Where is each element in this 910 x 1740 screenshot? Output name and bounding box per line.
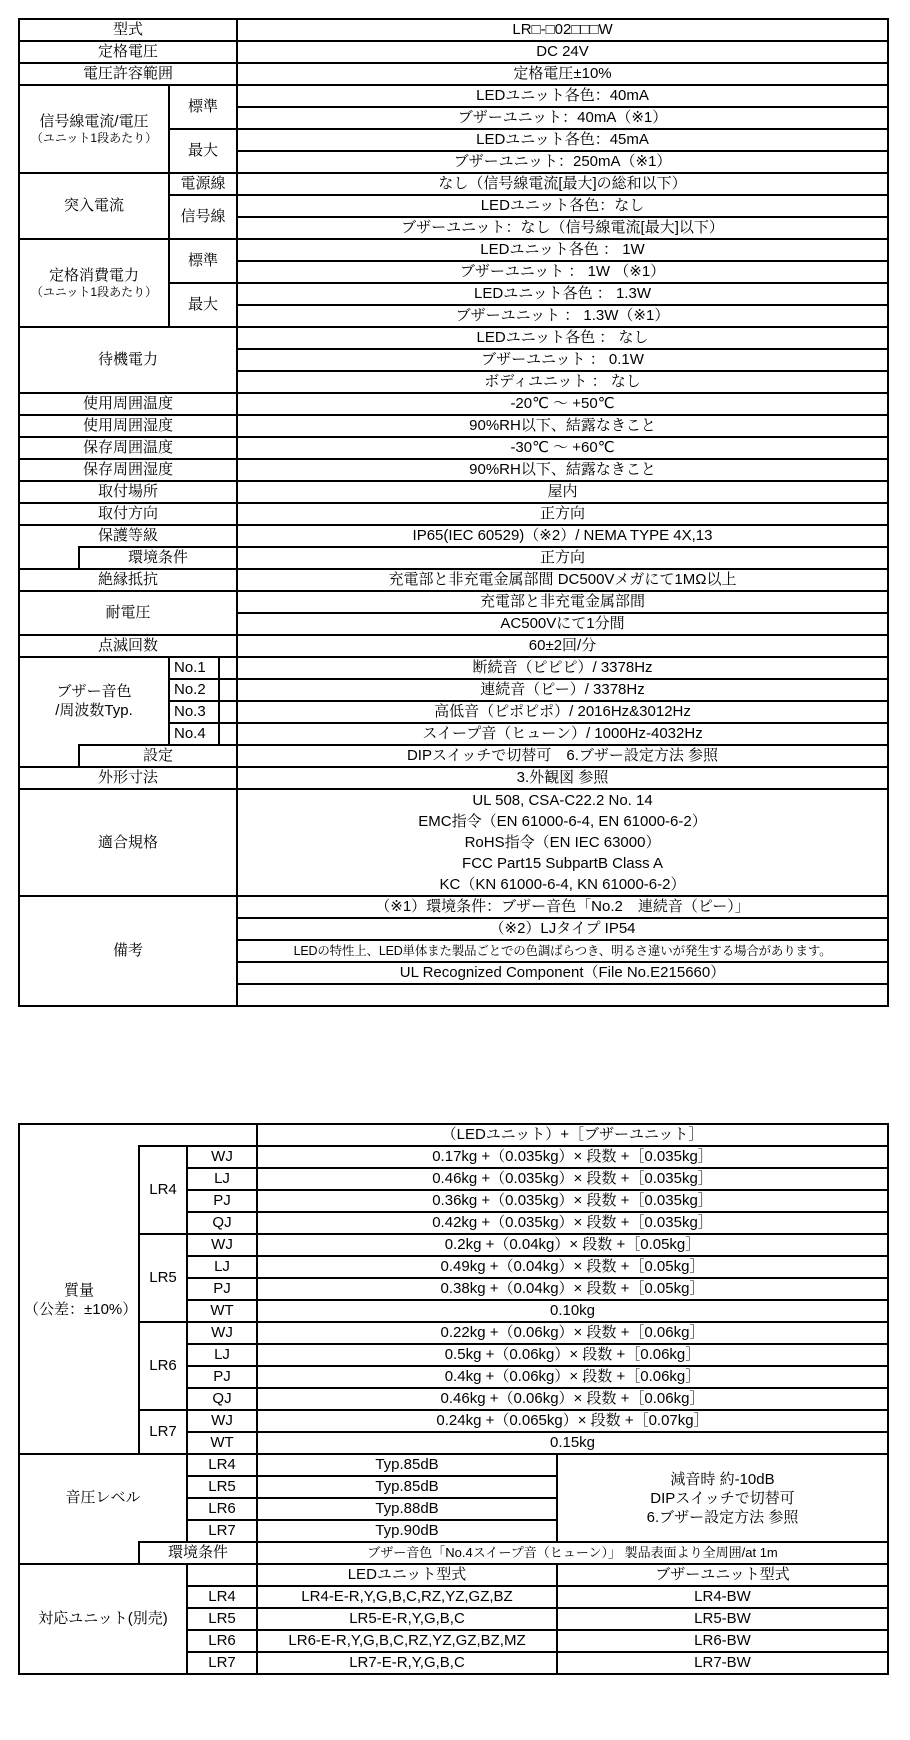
standard-item: KC（KN 61000-6-4, KN 61000-6-2） (237, 874, 888, 896)
tone-no: No.2 (170, 680, 220, 700)
st-temp-value: -30℃ ～ +60℃ (237, 437, 888, 459)
compat-model: LR7 (187, 1652, 257, 1674)
buzzer-tone-label (19, 657, 169, 745)
mass-type: QJ (187, 1212, 257, 1234)
mass-value: 0.17kg +（0.035kg）× 段数 +［0.035kg］ (257, 1146, 888, 1168)
sound-value: Typ.85dB (257, 1476, 557, 1498)
sound-env-label: 環境条件 (139, 1542, 257, 1564)
mass-value: 0.22kg +（0.06kg）× 段数 +［0.06kg］ (257, 1322, 888, 1344)
sound-note-line: 6.ブザー設定方法 参照 (646, 1508, 799, 1526)
inrush-signal-led: LEDユニット各色：なし (237, 195, 888, 217)
compat-led: LR6-E-R,Y,G,B,C,RZ,YZ,GZ,BZ,MZ (257, 1630, 557, 1652)
sound-note-line: DIPスイッチで切替可 (650, 1489, 795, 1507)
mass-type: WJ (187, 1322, 257, 1344)
mass-model: LR4 (139, 1146, 187, 1234)
mass-type: WT (187, 1300, 257, 1322)
standard-item: FCC Part15 SubpartB Class A (237, 853, 888, 874)
standards-label: 適合規格 (19, 789, 237, 896)
mass-value: 0.24kg +（0.065kg）× 段数 +［0.07kg］ (257, 1410, 888, 1432)
buzzer-setting-label: 設定 (79, 745, 237, 767)
pc-standard-led: LEDユニット各色 ： 1W (237, 239, 888, 261)
pc-max-label: 最大 (169, 283, 237, 327)
mass-type: PJ (187, 1190, 257, 1212)
mass-value: 0.38kg +（0.04kg）× 段数 +［0.05kg］ (257, 1278, 888, 1300)
compat-led-header: LEDユニット型式 (257, 1564, 557, 1586)
power-consumption-label (19, 239, 169, 327)
signal-max-label: 最大 (169, 129, 237, 173)
mass-value: 0.4kg +（0.06kg）× 段数 +［0.06kg］ (257, 1366, 888, 1388)
buzzer-setting-gap (19, 745, 79, 767)
signal-standard-label: 標準 (169, 85, 237, 129)
voltage-range-label: 電圧許容範囲 (19, 63, 237, 85)
pc-max-led: LEDユニット各色 ： 1.3W (237, 283, 888, 305)
inrush-power-label: 電源線 (169, 173, 237, 195)
inrush-signal-label: 信号線 (169, 195, 237, 239)
remark-item: LEDの特性上、LED単体また製品ごとでの色調ばらつき、明るさ違いが発生する場合があります。 (237, 940, 888, 962)
compat-led: LR7-E-R,Y,G,B,C (257, 1652, 557, 1674)
op-temp-label: 使用周囲温度 (19, 393, 237, 415)
pc-max-buzzer: ブザーユニット ： 1.3W（※1） (237, 305, 888, 327)
dimensions-value: 3.外観図 参照 (237, 767, 888, 789)
standby-buzzer: ブザーユニット ： 0.1W (237, 349, 888, 371)
mass-type: LJ (187, 1168, 257, 1190)
voltage-range-value: 定格電圧±10% (237, 63, 888, 85)
signal-standard-led: LEDユニット各色：40mA (237, 85, 888, 107)
sound-value: Typ.88dB (257, 1498, 557, 1520)
tone-cell-2 (169, 679, 237, 701)
rated-voltage-value: DC 24V (237, 41, 888, 63)
op-humidity-value: 90%RH以下、結露なきこと (237, 415, 888, 437)
standby-body: ボディユニット ： なし (237, 371, 888, 393)
mass-type: WJ (187, 1410, 257, 1432)
sound-value: Typ.85dB (257, 1454, 557, 1476)
sound-note-line: 減音時 約-10dB (670, 1470, 775, 1488)
sound-model: LR7 (187, 1520, 257, 1542)
tone-cell-1 (169, 657, 237, 679)
direction-value: 正方向 (237, 503, 888, 525)
compat-model: LR4 (187, 1586, 257, 1608)
mass-value: 0.46kg +（0.06kg）× 段数 +［0.06kg］ (257, 1388, 888, 1410)
remark-item: （※2）LJタイプ IP54 (237, 918, 888, 940)
remarks-label: 備考 (19, 896, 237, 1006)
mass-header: （LEDユニット）+［ブザーユニット］ (257, 1124, 888, 1146)
compat-buzzer: LR6-BW (557, 1630, 888, 1652)
model-value: LR□-□02□□□W (237, 19, 888, 41)
insulation-label: 絶縁抵抗 (19, 569, 237, 591)
op-humidity-label: 使用周囲湿度 (19, 415, 237, 437)
standard-item: RoHS指令（EN IEC 63000） (237, 832, 888, 853)
mass-model: LR7 (139, 1410, 187, 1454)
blink-label: 点滅回数 (19, 635, 237, 657)
buzzer-setting-value: DIPスイッチで切替可 6.ブザー設定方法 参照 (237, 745, 888, 767)
standard-item: EMC指令（EN 61000-6-4, EN 61000-6-2） (237, 811, 888, 832)
compat-buzzer: LR4-BW (557, 1586, 888, 1608)
tone-cell-4 (169, 723, 237, 745)
remark-item: （※1）環境条件：ブザー音色「No.2 連続音（ピー）」 (237, 896, 888, 918)
standby-label: 待機電力 (19, 327, 237, 393)
withstand-line1: 充電部と非充電金属部間 (237, 591, 888, 613)
sound-value: Typ.90dB (257, 1520, 557, 1542)
sound-model: LR5 (187, 1476, 257, 1498)
mass-type: WJ (187, 1234, 257, 1256)
withstand-label: 耐電圧 (19, 591, 237, 635)
mass-label (19, 1146, 139, 1454)
mass-value: 0.5kg +（0.06kg）× 段数 +［0.06kg］ (257, 1344, 888, 1366)
compat-led: LR5-E-R,Y,G,B,C (257, 1608, 557, 1630)
buzzer-tone-freq: /周波数Typ. (55, 702, 133, 719)
remark-item: UL Recognized Component（File No.E215660） (237, 962, 888, 984)
pc-standard-label: 標準 (169, 239, 237, 283)
compat-buzzer-header: ブザーユニット型式 (557, 1564, 888, 1586)
buzzer-tone-title: ブザー音色 (56, 683, 132, 700)
tone-desc: 連続音（ピー）/ 3378Hz (237, 679, 888, 701)
mass-type: WJ (187, 1146, 257, 1168)
inrush-signal-buzzer: ブザーユニット：なし（信号線電流[最大]以下） (237, 217, 888, 239)
mass-type: QJ (187, 1388, 257, 1410)
model-label: 型式 (19, 19, 237, 41)
protection-gap (19, 547, 79, 569)
sound-model: LR4 (187, 1454, 257, 1476)
mass-header-blank (19, 1124, 257, 1146)
tone-cell-3 (169, 701, 237, 723)
insulation-value: 充電部と非充電金属部間 DC500Vメガにて1MΩ以上 (237, 569, 888, 591)
tone-desc: スイープ音（ヒューン）/ 1000Hz-4032Hz (237, 723, 888, 745)
mass-type: PJ (187, 1366, 257, 1388)
mass-sub: （公差：±10%） (24, 1300, 138, 1318)
mass-table (18, 1123, 889, 1675)
signal-max-led: LEDユニット各色：45mA (237, 129, 888, 151)
compat-buzzer: LR7-BW (557, 1652, 888, 1674)
sound-env-value: ブザー音色「No.4スイープ音（ヒューン）」 製品表面より全周囲/at 1m (257, 1542, 888, 1564)
blink-value: 60±2回/分 (237, 635, 888, 657)
mass-type: LJ (187, 1344, 257, 1366)
tone-no: No.1 (170, 658, 220, 678)
rated-voltage-label: 定格電圧 (19, 41, 237, 63)
mass-model: LR6 (139, 1322, 187, 1410)
inrush-power-value: なし（信号線電流[最大]の総和以下） (237, 173, 888, 195)
env-cond-label: 環境条件 (79, 547, 237, 569)
compat-header-blank (187, 1564, 257, 1586)
compat-label: 対応ユニット(別売) (19, 1564, 187, 1674)
remark-empty (237, 984, 888, 1006)
st-humidity-value: 90%RH以下、結露なきこと (237, 459, 888, 481)
mass-value: 0.49kg +（0.04kg）× 段数 +［0.05kg］ (257, 1256, 888, 1278)
inrush-label: 突入電流 (19, 173, 169, 239)
compat-buzzer: LR5-BW (557, 1608, 888, 1630)
st-temp-label: 保存周囲温度 (19, 437, 237, 459)
mass-type: LJ (187, 1256, 257, 1278)
location-label: 取付場所 (19, 481, 237, 503)
mass-value: 0.36kg +（0.035kg）× 段数 +［0.035kg］ (257, 1190, 888, 1212)
mass-type: WT (187, 1432, 257, 1454)
signal-max-buzzer: ブザーユニット：250mA（※1） (237, 151, 888, 173)
power-consumption-title: 定格消費電力 (48, 267, 139, 284)
signal-current-sub: （ユニット1段あたり） (30, 131, 158, 145)
compat-led: LR4-E-R,Y,G,B,C,RZ,YZ,GZ,BZ (257, 1586, 557, 1608)
tone-desc: 高低音（ピポピポ）/ 2016Hz&3012Hz (237, 701, 888, 723)
sound-model: LR6 (187, 1498, 257, 1520)
signal-current-label (19, 85, 169, 173)
pc-standard-buzzer: ブザーユニット ： 1W （※1） (237, 261, 888, 283)
sound-env-gap (19, 1542, 139, 1564)
mass-value: 0.10kg (257, 1300, 888, 1322)
signal-standard-buzzer: ブザーユニット：40mA（※1） (237, 107, 888, 129)
standby-led: LEDユニット各色 ： なし (237, 327, 888, 349)
compat-model: LR5 (187, 1608, 257, 1630)
tone-desc: 断続音（ピピピ）/ 3378Hz (237, 657, 888, 679)
st-humidity-label: 保存周囲湿度 (19, 459, 237, 481)
tone-no: No.3 (170, 702, 220, 722)
direction-label: 取付方向 (19, 503, 237, 525)
protection-label: 保護等級 (19, 525, 237, 547)
sound-note (557, 1454, 888, 1542)
power-consumption-sub: （ユニット1段あたり） (30, 285, 158, 299)
compat-model: LR6 (187, 1630, 257, 1652)
withstand-line2: AC500Vにて1分間 (237, 613, 888, 635)
signal-current-title: 信号線電流/電圧 (39, 113, 149, 130)
op-temp-value: -20℃ ～ +50℃ (237, 393, 888, 415)
mass-value: 0.46kg +（0.035kg）× 段数 +［0.035kg］ (257, 1168, 888, 1190)
mass-model: LR5 (139, 1234, 187, 1322)
mass-value: 0.2kg +（0.04kg）× 段数 +［0.05kg］ (257, 1234, 888, 1256)
spec-table (18, 18, 889, 1007)
protection-value: IP65(IEC 60529)（※2）/ NEMA TYPE 4X,13 (237, 525, 888, 547)
mass-value: 0.15kg (257, 1432, 888, 1454)
tone-no: No.4 (170, 724, 220, 744)
row-model (19, 19, 888, 41)
mass-type: PJ (187, 1278, 257, 1300)
location-value: 屋内 (237, 481, 888, 503)
sound-label: 音圧レベル (19, 1454, 187, 1542)
mass-title: 質量 (63, 1281, 94, 1299)
mass-value: 0.42kg +（0.035kg）× 段数 +［0.035kg］ (257, 1212, 888, 1234)
dimensions-label: 外形寸法 (19, 767, 237, 789)
standard-item: UL 508, CSA-C22.2 No. 14 (237, 789, 888, 811)
env-cond-value: 正方向 (237, 547, 888, 569)
